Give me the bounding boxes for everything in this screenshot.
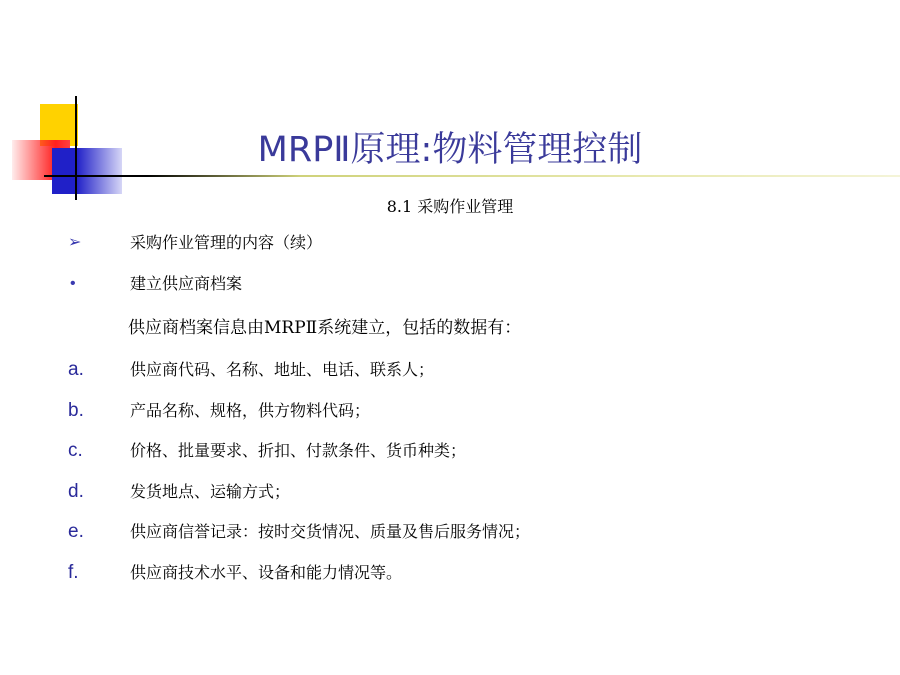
list-marker: c.: [68, 440, 83, 461]
corner-decoration: [0, 0, 900, 210]
list-item: [0, 356, 900, 384]
list-item-text: 采购作业管理的内容（续）: [130, 233, 323, 252]
list-item-text: 供应商档案信息由MRPⅡ系统建立，包括的数据有：: [128, 318, 522, 338]
list-marker: b.: [68, 400, 84, 421]
list-item-text: 建立供应商档案: [130, 274, 243, 293]
list-item-text: 发货地点、运输方式；: [130, 482, 291, 501]
list-item: [0, 559, 900, 587]
list-item: [0, 437, 900, 465]
title-underline: [44, 175, 900, 177]
list-item-text: 供应商代码、名称、地址、电话、联系人；: [130, 360, 435, 379]
slide-title-wrap: [0, 122, 900, 172]
arrow-bullet-icon: ➢: [68, 234, 82, 251]
list-item: [0, 314, 900, 342]
slide-title: MRPⅡ原理:物料管理控制: [257, 130, 643, 170]
list-item-text: 价格、批量要求、折扣、付款条件、货币种类；: [130, 441, 467, 460]
list-marker: d.: [68, 481, 84, 502]
list-item: [0, 518, 900, 546]
list-item-text: 供应商技术水平、设备和能力情况等。: [130, 563, 403, 582]
dot-bullet-icon: •: [70, 275, 76, 292]
list-marker: f.: [68, 562, 79, 583]
list-item-text: 产品名称、规格，供方物料代码；: [130, 401, 371, 420]
list-item-text: 供应商信誉记录：按时交货情况、质量及售后服务情况；: [130, 522, 531, 541]
list-item: [0, 270, 900, 298]
section-subtitle: 8.1 采购作业管理: [386, 197, 514, 216]
list-item: [0, 478, 900, 506]
list-marker: e.: [68, 521, 84, 542]
list-marker: a.: [68, 359, 84, 380]
list-item: [0, 397, 900, 425]
list-item: [0, 229, 900, 257]
